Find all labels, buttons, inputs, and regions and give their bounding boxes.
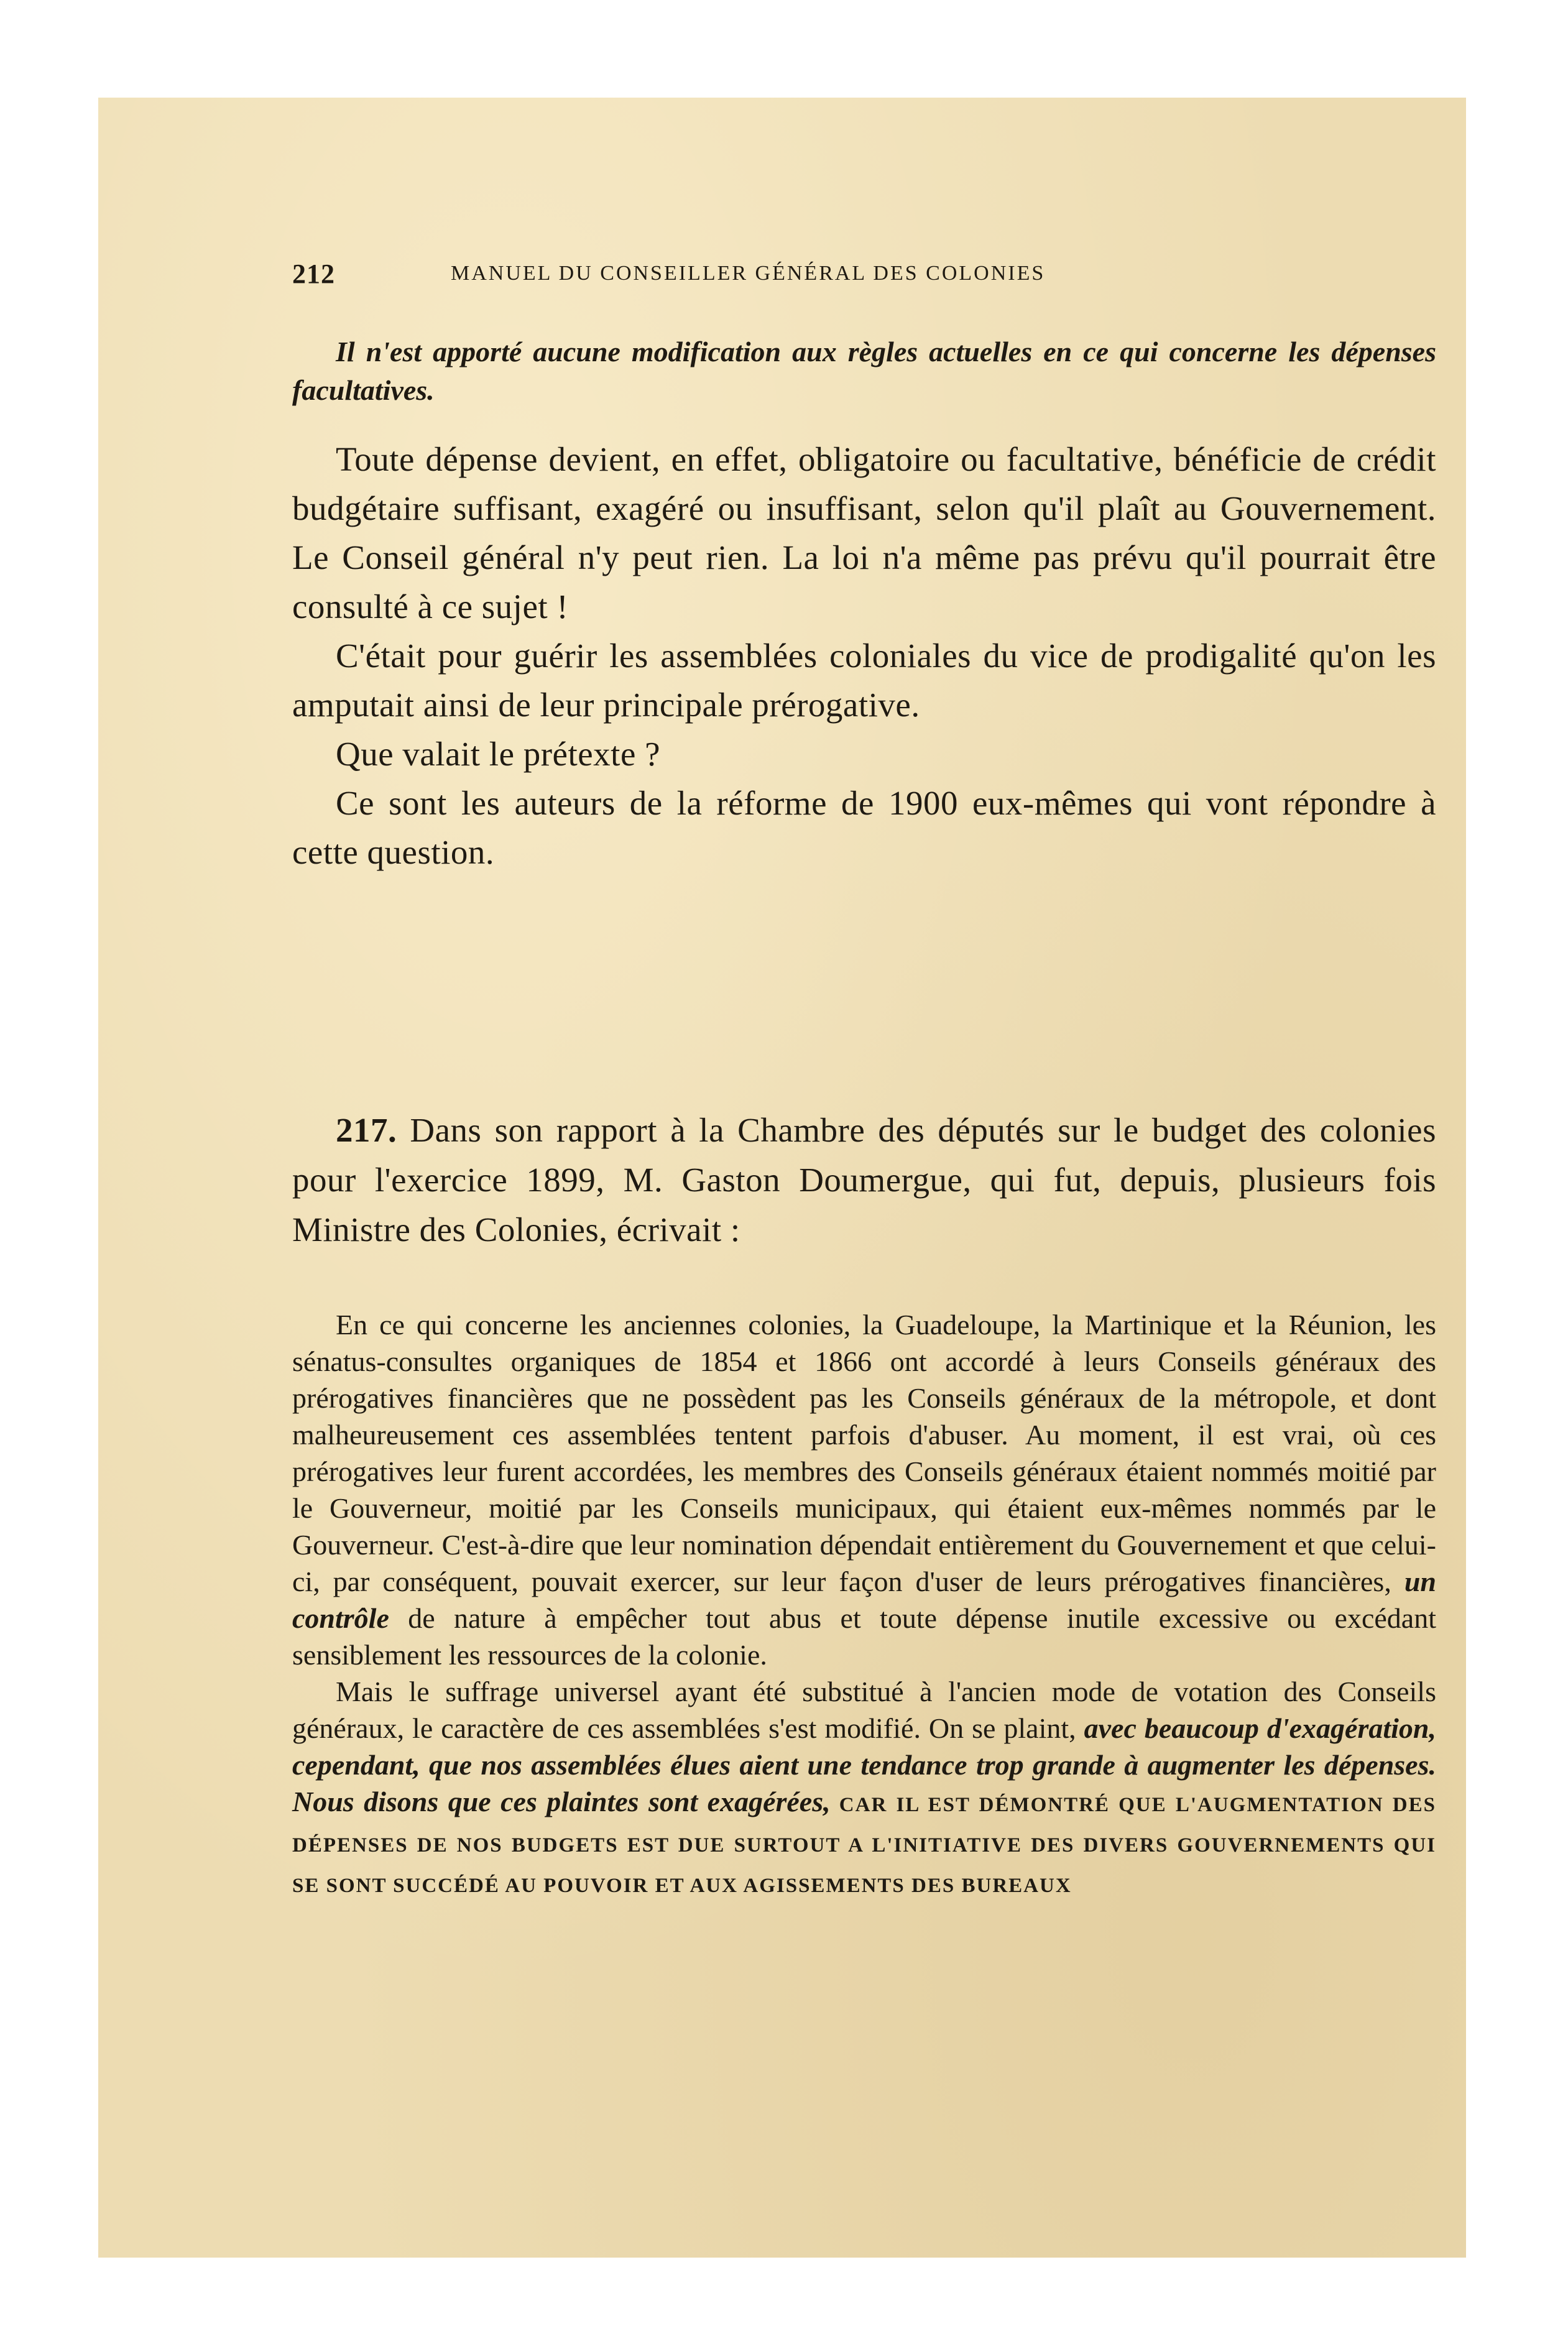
paragraph: Ce sont les auteurs de la réforme de 1900 eux-mêmes qui vont répondre à cette question. [292,784,1436,871]
scanned-page [98,98,1466,2258]
section-text: Dans son rapport à la Chambre des députés sur le budget des colonies pour l'exercice 1899, M. Gaston Doumergue, qui fut, depuis, plusieurs fois Ministre des Colonies, écrivait : [292,1111,1436,1248]
paragraph: Toute dépense devient, en effet, obligatoire ou facultative, bénéficie de crédit budgétaire suffisant, exagéré ou insuffisant, selon qu'il plaît au Gouvernement. Le Conseil général n'y peut rien. La loi n'a même pas prévu qu'il pourrait être consulté à ce sujet ! [292,440,1436,625]
quote-text: En ce qui concerne les anciennes colonies, la Guadeloupe, la Martinique et la Réunion, les sénatus-consultes organiques de 1854 et 1866 ont accordé à leurs Conseils généraux des prérogatives financières que ne possèdent pas les Conseils généraux de la métropole, et dont malheureusement ces assemblées tentent parfois d'abuser. Au moment, il est vrai, où ces prérogatives leur furent accordées, les membres des Conseils généraux étaient nommés moitié par le Gouverneur, moitié par les Conseils municipaux, qui étaient eux-mêmes nommés par le Gouverneur. C'est-à-dire que leur nomination dépendait entièrement du Gouvernement et que celui-ci, par conséquent, pouvait exercer, sur leur façon d'user de leurs prérogatives financières, [292,1309,1436,1597]
paragraph: Que valait le prétexte ? [336,735,661,773]
section-217 [292,1105,1436,1255]
text-block [292,98,1436,2258]
quote-text: de nature à empêcher tout abus et toute dépense inutile excessive ou excédant sensiblement les ressources de la colonie. [292,1602,1436,1671]
paragraph: C'était pour guérir les assemblées coloniales du vice de prodigalité qu'on les amputait ainsi de leur principale prérogative. [292,637,1436,724]
quote-paragraph [292,1306,1436,1673]
italic-note: Il n'est apporté aucune modification aux règles actuelles en ce qui concerne les dépenses facultatives. [292,336,1436,406]
body-text [292,435,1436,877]
quote-text: Mais le suffrage universel ayant été substitué à l'ancien mode de votation des Conseils généraux, le caractère de ces assemblées s'est modifié. On se plaint, [292,1676,1436,1744]
page-number: 212 [292,259,335,289]
quote-paragraph [292,1673,1436,1904]
running-title: MANUEL DU CONSEILLER GÉNÉRAL DES COLONIES [451,262,1046,285]
quote-small-caps: CAR IL EST DÉMONTRÉ QUE L'AUGMENTATION DES DÉPENSES DE NOS BUDGETS EST DUE SURTOUT A L'INITIATIVE DES DIVERS GOUVERNEMENTS QUI SE SONT SUCCÉDÉ AU POUVOIR ET AUX AGISSEMENTS DES BUREAUX [292,1794,1436,1897]
quote-emphasis: avec beaucoup d'exagération, cependant, que nos assemblées élues aient une tendance trop grande à augmenter les dépenses. Nous disons que ces plaintes sont exagérées, [292,1712,1436,1817]
page-header [292,258,1436,295]
paragraph [292,1105,1436,1255]
section-number: 217. [336,1111,397,1149]
quote-emphasis: un contrôle [292,1566,1436,1634]
block-quotation [292,1306,1436,1904]
